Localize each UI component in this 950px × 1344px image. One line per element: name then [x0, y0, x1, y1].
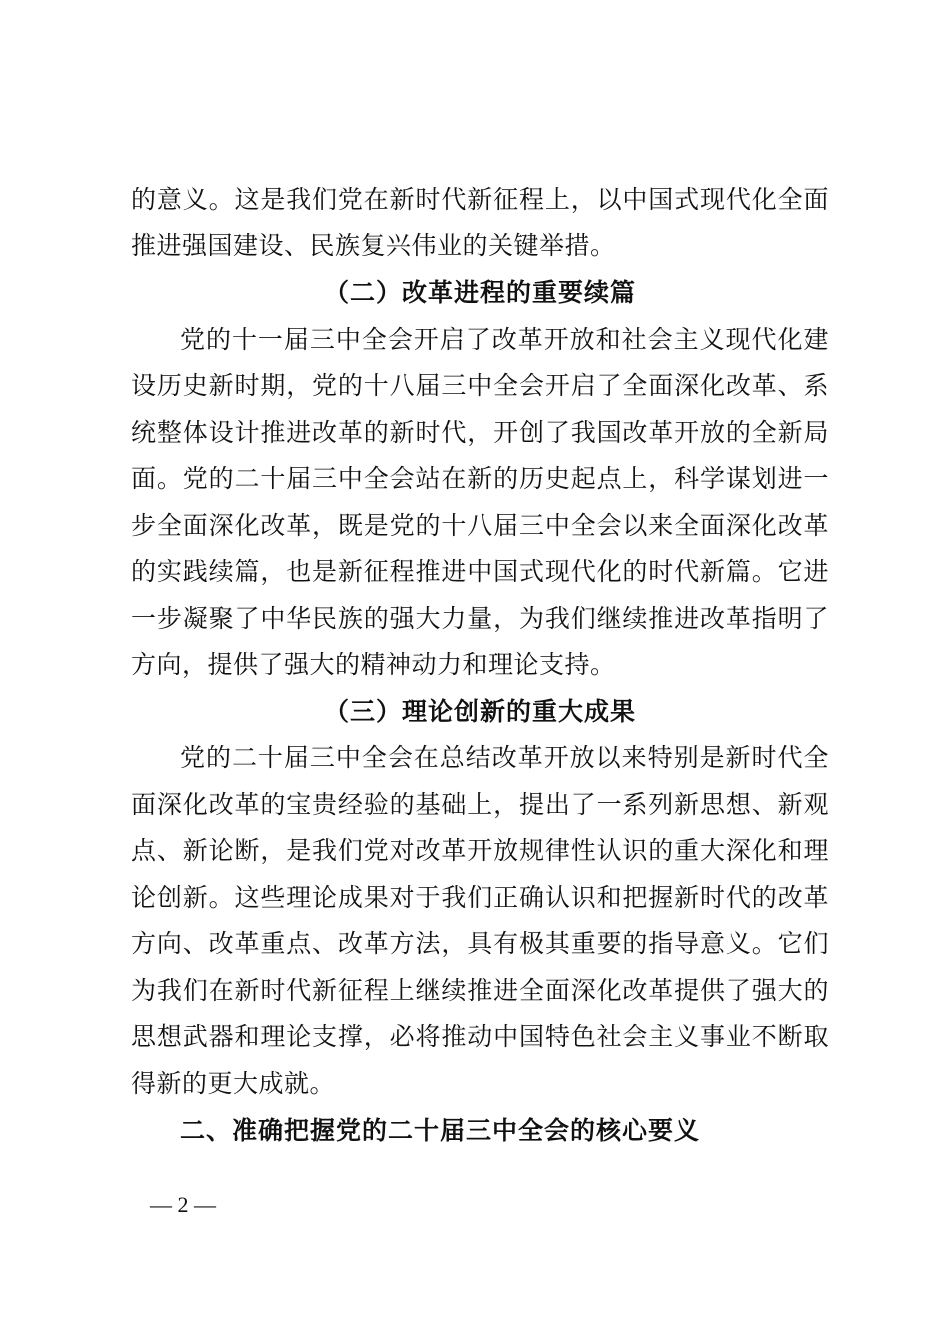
paragraph-3-line: 论创新。这些理论成果对于我们正确认识和把握新时代的改革 — [131, 883, 829, 912]
paragraph-3-line: 思想武器和理论支撑，必将推动中国特色社会主义事业不断取 — [131, 1022, 829, 1051]
paragraph-2-line: 统整体设计推进改革的新时代，开创了我国改革开放的全新局 — [131, 418, 829, 447]
paragraph-3-line: 面深化改革的宝贵经验的基础上，提出了一系列新思想、新观 — [131, 790, 829, 819]
paragraph-2-line: 设历史新时期，党的十八届三中全会开启了全面深化改革、系 — [131, 371, 829, 400]
paragraph-2-line: 方向，提供了强大的精神动力和理论支持。 — [131, 650, 616, 679]
paragraph-2-line: 党的十一届三中全会开启了改革开放和社会主义现代化建 — [180, 325, 829, 354]
paragraph-1-line: 推进强国建设、民族复兴伟业的关键举措。 — [131, 231, 616, 260]
paragraph-3-line: 点、新论断，是我们党对改革开放规律性认识的重大深化和理 — [131, 836, 829, 865]
paragraph-1-line: 的意义。这是我们党在新时代新征程上，以中国式现代化全面 — [131, 185, 829, 214]
subsection-heading-3: （三）理论创新的重大成果 — [323, 697, 636, 726]
section-heading: 二、准确把握党的二十届三中全会的核心要义 — [180, 1116, 701, 1145]
paragraph-2-line: 一步凝聚了中华民族的强大力量，为我们继续推进改革指明了 — [131, 604, 829, 633]
paragraph-3-line: 得新的更大成就。 — [131, 1069, 336, 1098]
subsection-heading-2: （二）改革进程的重要续篇 — [323, 278, 636, 307]
paragraph-3-line: 党的二十届三中全会在总结改革开放以来特别是新时代全 — [180, 743, 829, 772]
paragraph-3-line: 为我们在新时代新征程上继续推进全面深化改革提供了强大的 — [131, 976, 829, 1005]
paragraph-2-line: 的实践续篇，也是新征程推进中国式现代化的时代新篇。它进 — [131, 557, 829, 586]
paragraph-3-line: 方向、改革重点、改革方法，具有极其重要的指导意义。它们 — [131, 929, 829, 958]
page-number: — 2 — — [150, 1192, 216, 1217]
paragraph-2-line: 步全面深化改革，既是党的十八届三中全会以来全面深化改革 — [131, 511, 829, 540]
paragraph-2-line: 面。党的二十届三中全会站在新的历史起点上，科学谋划进一 — [131, 464, 829, 493]
